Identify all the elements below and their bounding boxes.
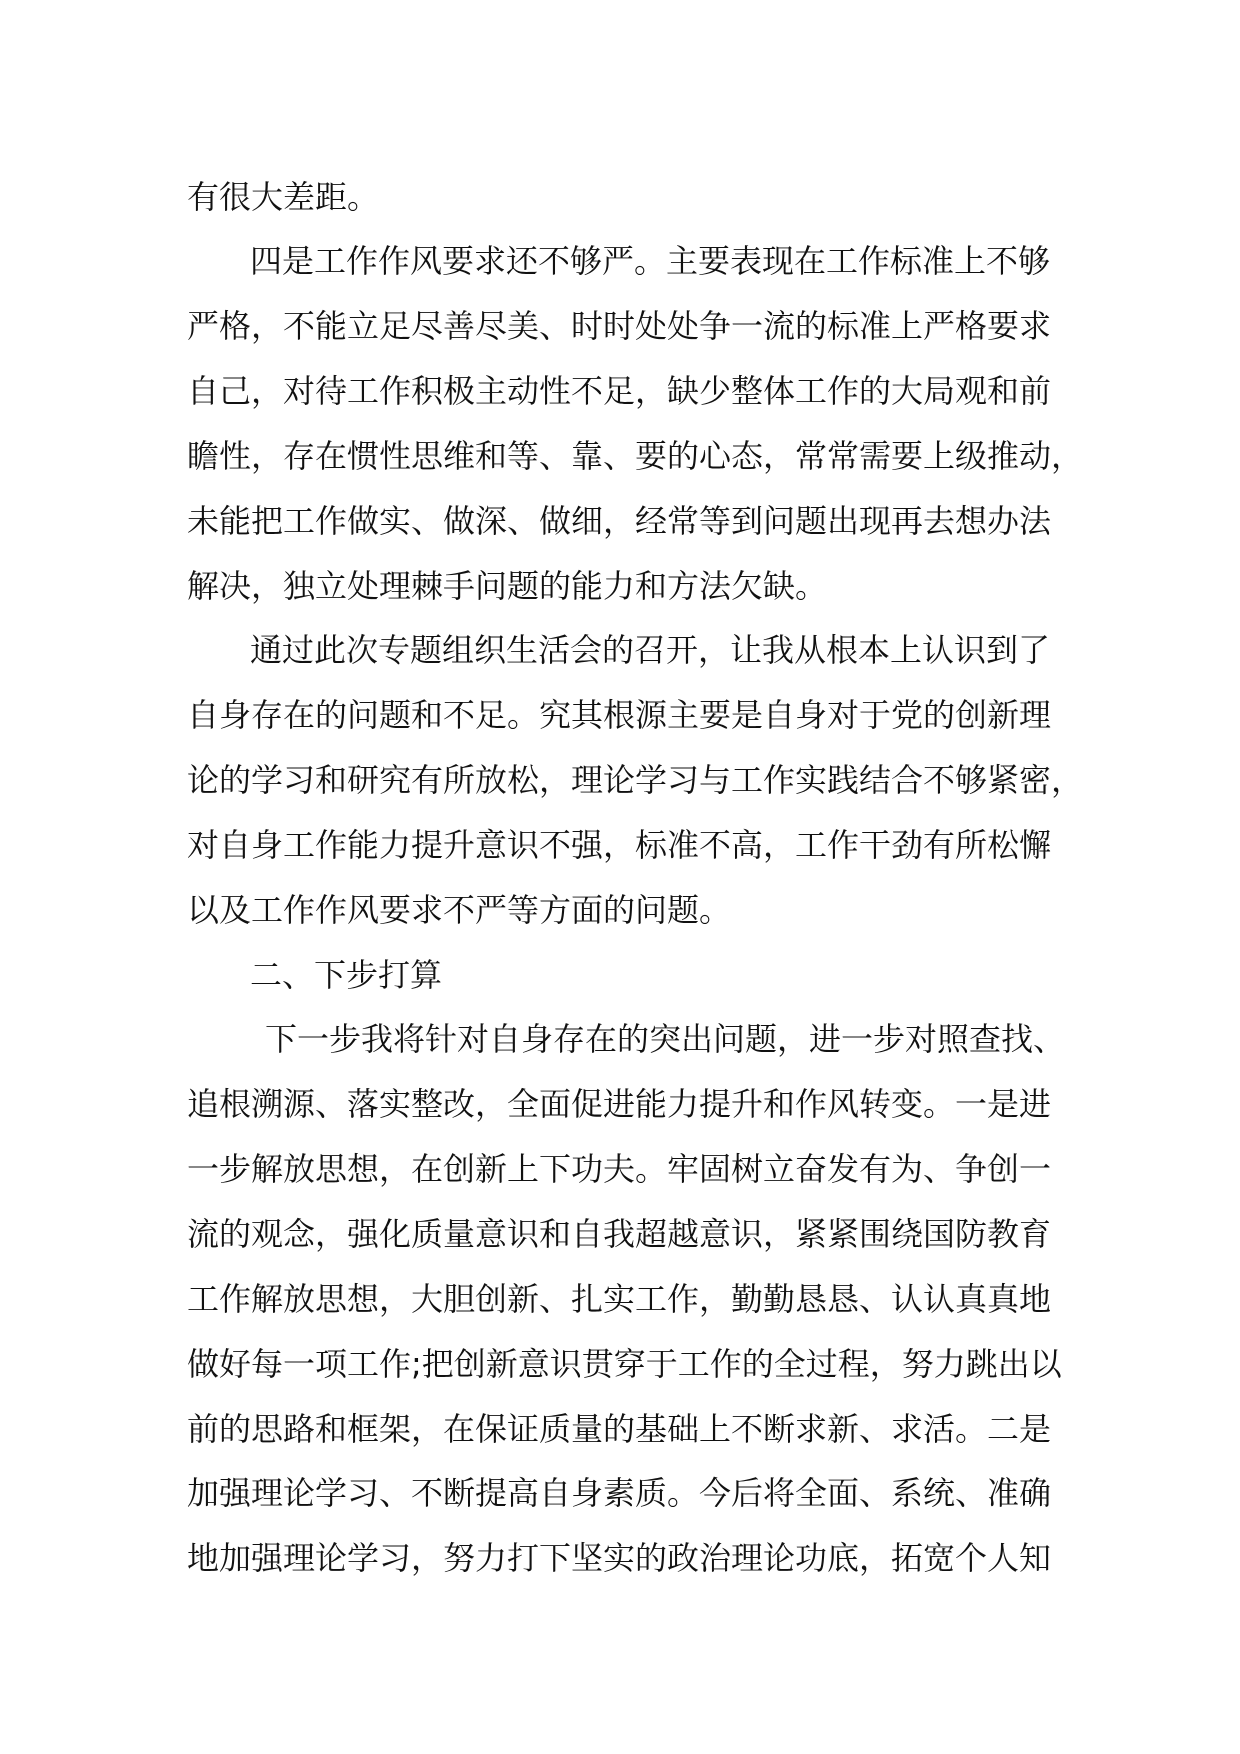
text-line: 下一步我将针对自身存在的突出问题，进一步对照查找、 bbox=[265, 1020, 1066, 1058]
text-line: 严格，不能立足尽善尽美、时时处处争一流的标准上严格要求 bbox=[187, 307, 1052, 345]
text-line: 地加强理论学习，努力打下坚实的政治理论功底，拓宽个人知 bbox=[187, 1539, 1052, 1577]
text-line: 解决，独立处理棘手问题的能力和方法欠缺。 bbox=[187, 567, 828, 605]
text-line: 通过此次专题组织生活会的召开，让我从根本上认识到了 bbox=[250, 631, 1051, 669]
text-line: 工作解放思想，大胆创新、扎实工作，勤勤恳恳、认认真真地 bbox=[187, 1280, 1052, 1318]
text-line: 做好每一项工作;把创新意识贯穿于工作的全过程，努力跳出以 bbox=[187, 1345, 1062, 1383]
text-line: 有很大差距。 bbox=[187, 178, 380, 216]
section-heading: 二、下步打算 bbox=[250, 956, 443, 994]
text-line: 论的学习和研究有所放松，理论学习与工作实践结合不够紧密， bbox=[187, 761, 1084, 799]
text-line: 四是工作作风要求还不够严。主要表现在工作标准上不够 bbox=[250, 242, 1051, 280]
text-line: 自己，对待工作积极主动性不足，缺少整体工作的大局观和前 bbox=[187, 372, 1052, 410]
text-line: 未能把工作做实、做深、做细，经常等到问题出现再去想办法 bbox=[187, 502, 1052, 540]
text-line: 加强理论学习、不断提高自身素质。今后将全面、系统、准确 bbox=[187, 1474, 1052, 1512]
text-line: 瞻性，存在惯性思维和等、靠、要的心态，常常需要上级推动， bbox=[187, 437, 1084, 475]
text-line: 流的观念，强化质量意识和自我超越意识，紧紧围绕国防教育 bbox=[187, 1215, 1052, 1253]
text-line: 自身存在的问题和不足。究其根源主要是自身对于党的创新理 bbox=[187, 696, 1052, 734]
text-line: 追根溯源、落实整改，全面促进能力提升和作风转变。一是进 bbox=[187, 1085, 1052, 1123]
text-line: 以及工作作风要求不严等方面的问题。 bbox=[187, 891, 732, 929]
text-line: 对自身工作能力提升意识不强，标准不高，工作干劲有所松懈 bbox=[187, 826, 1052, 864]
text-line: 前的思路和框架，在保证质量的基础上不断求新、求活。二是 bbox=[187, 1410, 1052, 1448]
text-line: 一步解放思想，在创新上下功夫。牢固树立奋发有为、争创一 bbox=[187, 1150, 1052, 1188]
